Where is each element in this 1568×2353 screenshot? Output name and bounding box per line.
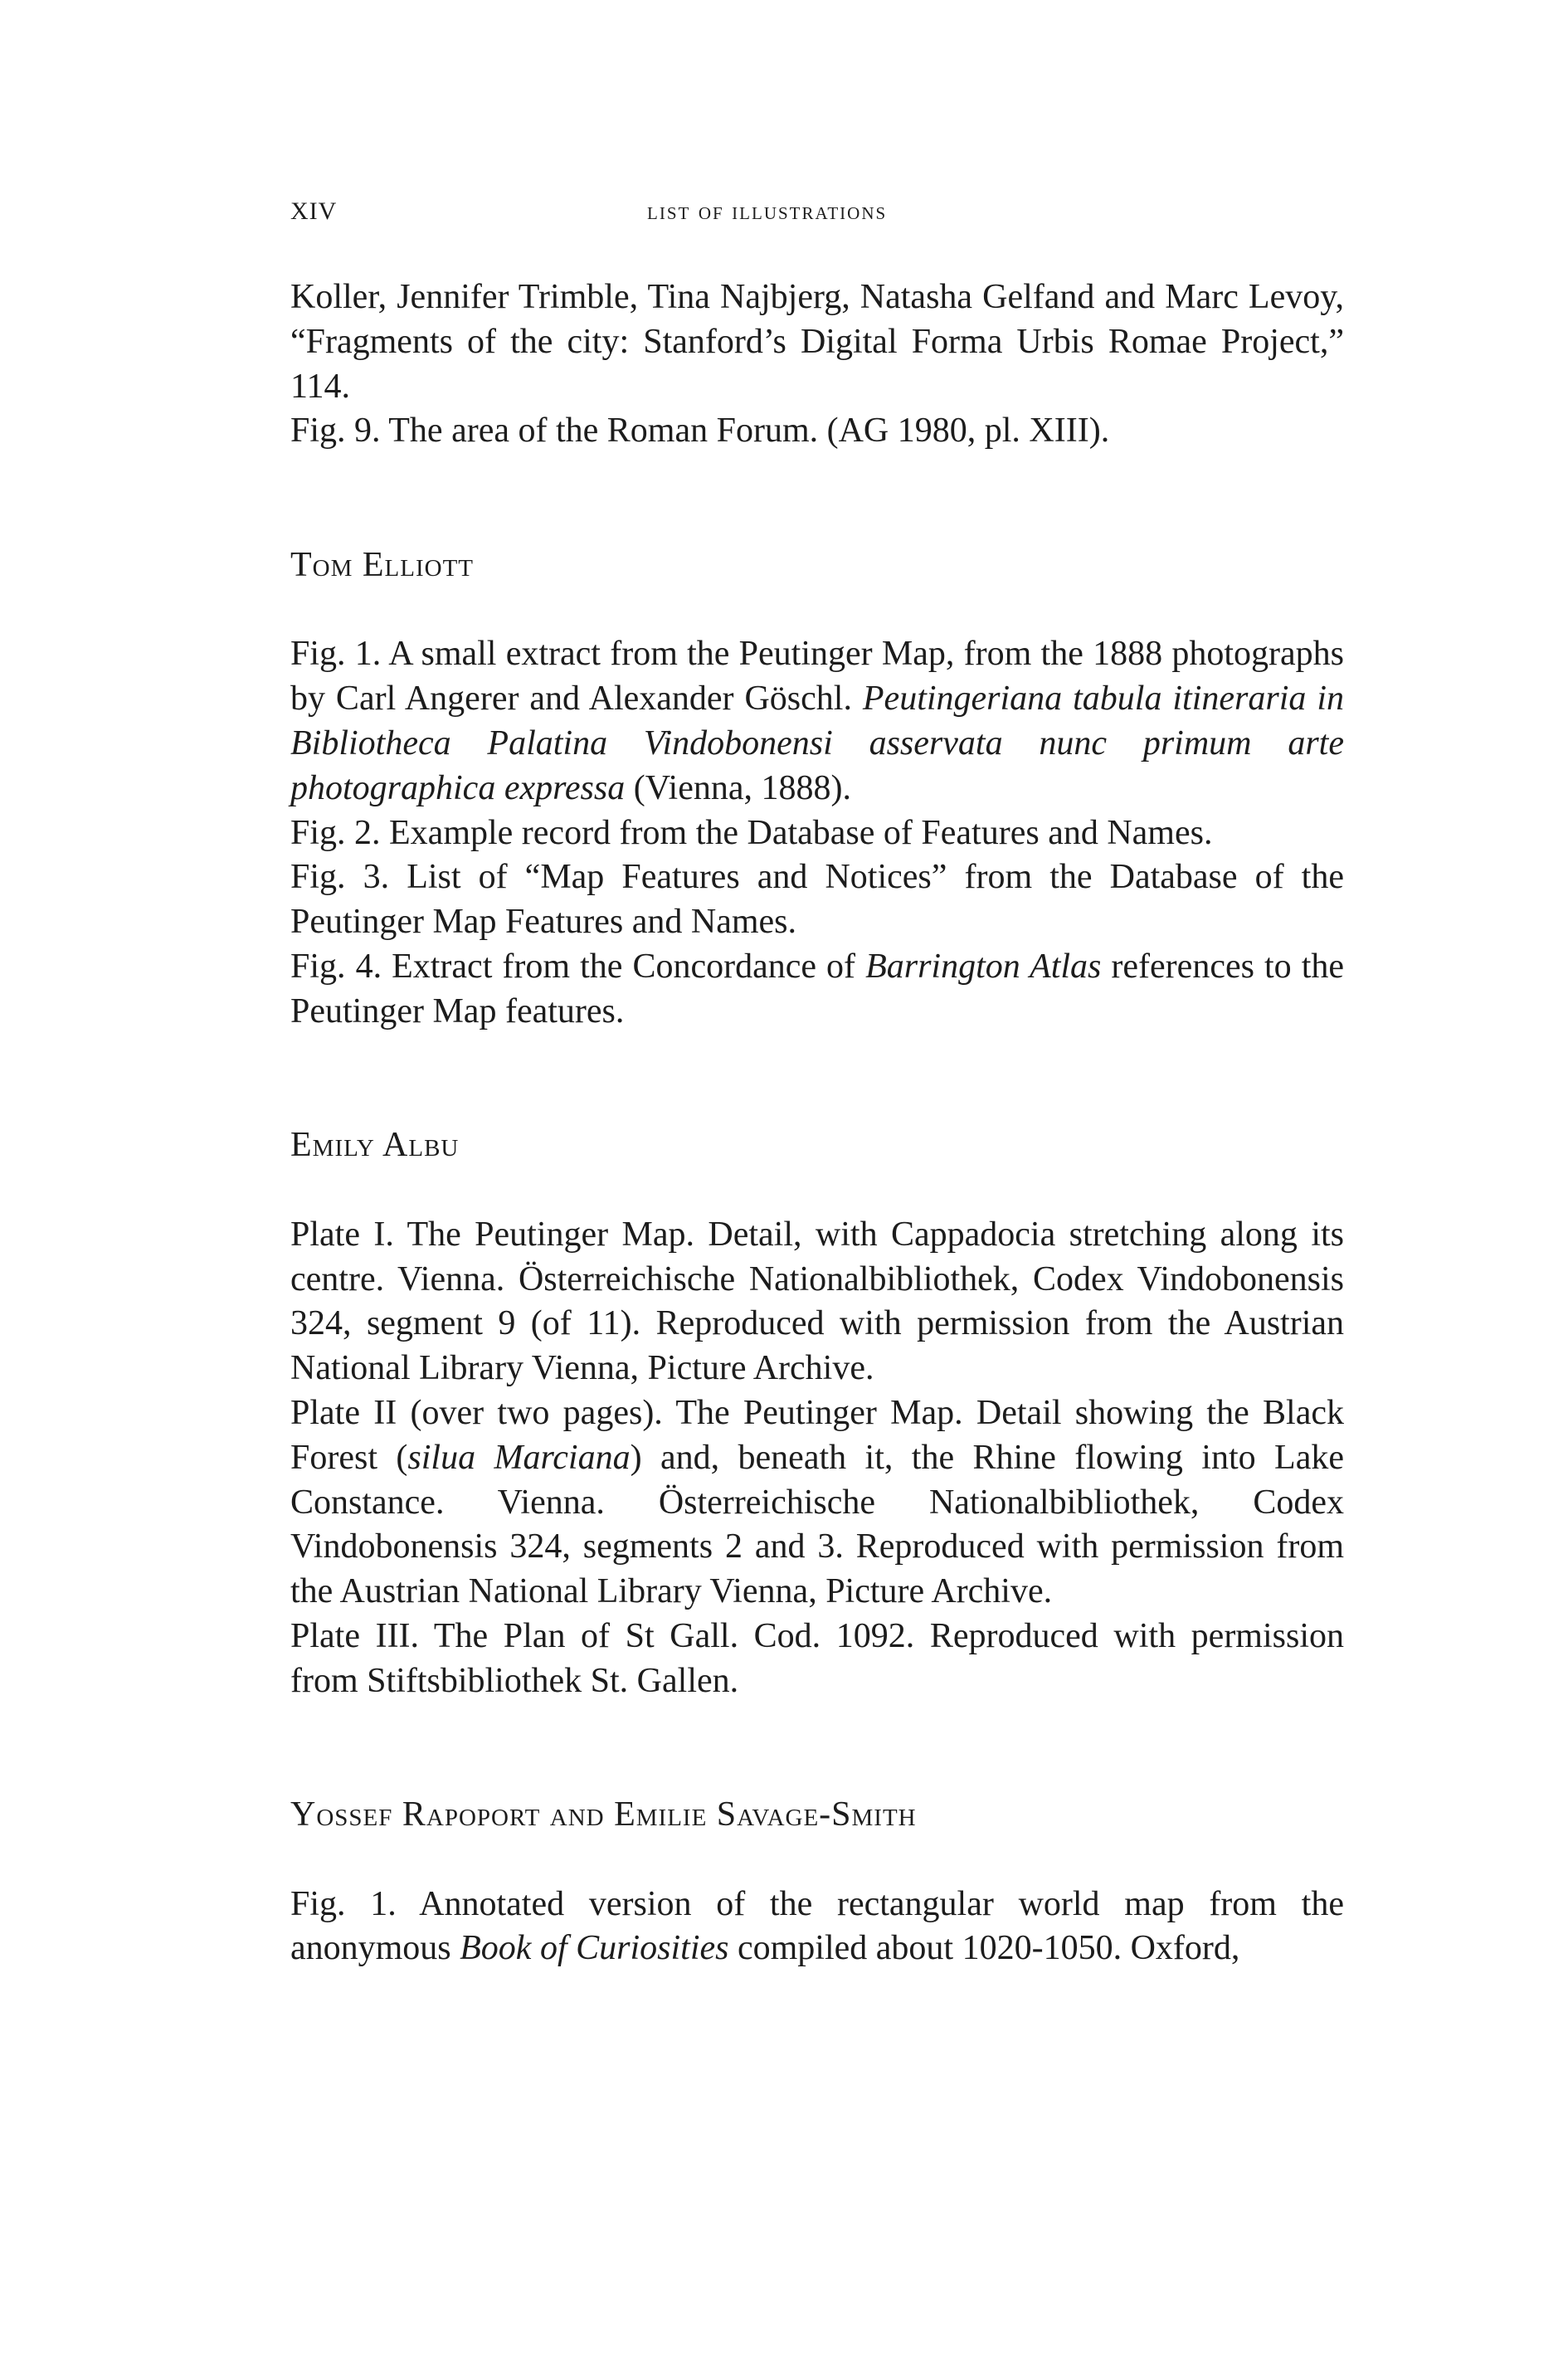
entry-text: Plate II (over two pages). The Peutinger Map. Detail showing the Black Forest ( [290,1393,1344,1477]
entry-text: ) and, beneath it, the Rhine flowing into Lake Constance. Vienna. Österreichische Nationalbibliothek, Codex Vindobonensis 324, segments 2 and 3. Reproduced with permission from the Austrian National Library Vienna, Picture Archive. [290,1438,1344,1611]
entry-text: compiled about 1020-1050. Oxford, [728,1929,1240,1968]
entry-continuation: Koller, Jennifer Trimble, Tina Najbjerg, Natasha Gelfand and Marc Levoy, “Fragments of the city: Stanford’s Digital Forma Urbis Romae Project,” 114. [290,278,1344,406]
entry-text: references to the Peutinger Map features. [290,947,1345,1030]
entry-albu-plate2 [290,1391,1344,1615]
entry-rapoport-fig1 [290,1883,1344,1972]
entry-text: Fig. 1. Annotated version of the rectangular world map from the anonymous [290,1884,1344,1968]
entry-fig9: Fig. 9. The area of the Roman Forum. (AG 1980, pl. XIII). [290,412,1110,451]
entry-text: Fig. 4. Extract from the Concordance of [290,947,866,986]
entry-italic-title: Book of Curiosities [460,1929,729,1968]
entry-italic-title: Barrington Atlas [865,947,1102,986]
section-heading-rapoport: Yossef Rapoport and Emilie Savage-Smith [290,1795,917,1834]
running-head [290,197,1344,231]
entry-albu-plate3: Plate III. The Plan of St Gall. Cod. 1092. Reproduced with permission from Stiftsbibliothek St. Gallen. [290,1616,1344,1700]
entry-elliott-fig4 [290,945,1344,1035]
entry-italic-title: silua Marciana [407,1438,631,1477]
page-number: XIV [290,197,338,225]
section-heading-albu: Emily Albu [290,1126,460,1165]
entry-elliott-fig2: Fig. 2. Example record from the Database of Features and Names. [290,813,1213,852]
running-title: list of illustrations [647,197,888,225]
entry-text: Fig. 1. A small extract from the Peutinger Map, from the 1888 photographs by Carl Angerer and Alexander Göschl. [290,635,1344,719]
entry-elliott-fig3: Fig. 3. List of “Map Features and Notices” from the Database of the Peutinger Map Features and Names. [290,858,1344,942]
section-heading-elliott: Tom Elliott [290,545,474,584]
main-text [290,275,1344,1971]
entry-elliott-fig1 [290,632,1344,811]
entry-italic-title: Peutingeriana tabula itineraria in Bibliotheca Palatina Vindobonensi asservata nunc primum arte photographica expressa [290,680,1344,807]
entry-albu-plate1: Plate I. The Peutinger Map. Detail, with Cappadocia stretching along its centre. Vienna. Österreichische Nationalbibliothek, Codex Vindobonensis 324, segment 9 (of 11). Reproduced with permission from the Austrian National Library Vienna, Picture Archive. [290,1215,1344,1388]
entry-text: (Vienna, 1888). [625,768,851,807]
